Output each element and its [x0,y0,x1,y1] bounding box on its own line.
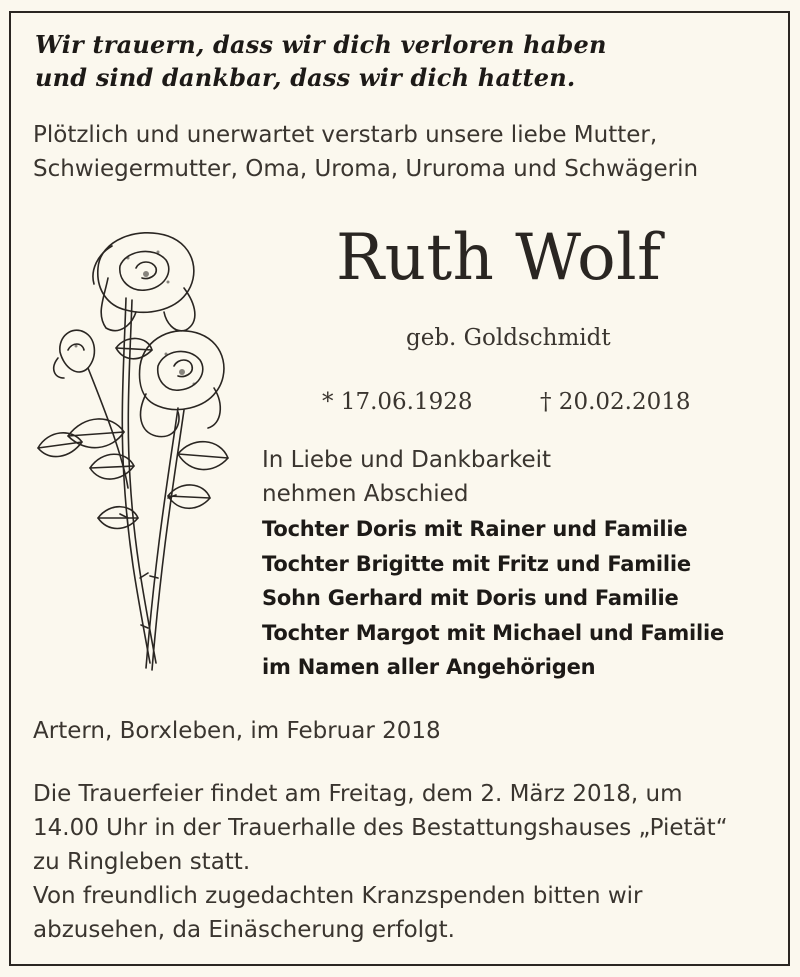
farewell-line-1: In Liebe und Dankbarkeit [262,447,552,473]
birth-date: * 17.06.1928 [322,389,473,415]
rose-illustration [28,218,243,678]
funeral-line-5: abzusehen, da Einäscherung erfolgt. [33,917,455,943]
mourner-line: im Namen aller Angehörigen [262,655,596,679]
mourner-line: Tochter Margot mit Michael und Familie [262,620,725,645]
death-date: † 20.02.2018 [540,389,691,415]
funeral-line-1: Die Trauerfeier findet am Freitag, dem 2. März 2018, um [33,781,683,807]
motto-line-1: Wir trauern, dass wir dich verloren haben [35,30,607,59]
place-date: Artern, Borxleben, im Februar 2018 [33,718,441,744]
mourner-line: Tochter Doris mit Rainer und Familie [262,517,688,541]
deceased-name: Ruth Wolf [336,221,662,295]
funeral-details [33,777,728,947]
intro-text [33,118,698,186]
intro-line-1: Plötzlich und unerwartet verstarb unsere liebe Mutter, [33,122,658,148]
funeral-line-3: zu Ringleben statt. [33,849,251,875]
mourner-line: Sohn Gerhard mit Doris und Familie [262,586,679,610]
farewell-text [262,443,551,511]
mourners-list [262,512,724,685]
funeral-line-2: 14.00 Uhr in der Trauerhalle des Bestattungshauses „Pietät“ [33,815,728,841]
mourner-line: Tochter Brigitte mit Fritz und Familie [262,551,691,576]
intro-line-2: Schwiegermutter, Oma, Uroma, Ururoma und Schwägerin [33,156,699,182]
farewell-line-2: nehmen Abschied [262,481,469,507]
motto [35,28,607,94]
funeral-line-4: Von freundlich zugedachten Kranzspenden bitten wir [33,883,643,909]
maiden-name: geb. Goldschmidt [406,325,611,351]
motto-line-2: und sind dankbar, dass wir dich hatten. [35,63,576,92]
